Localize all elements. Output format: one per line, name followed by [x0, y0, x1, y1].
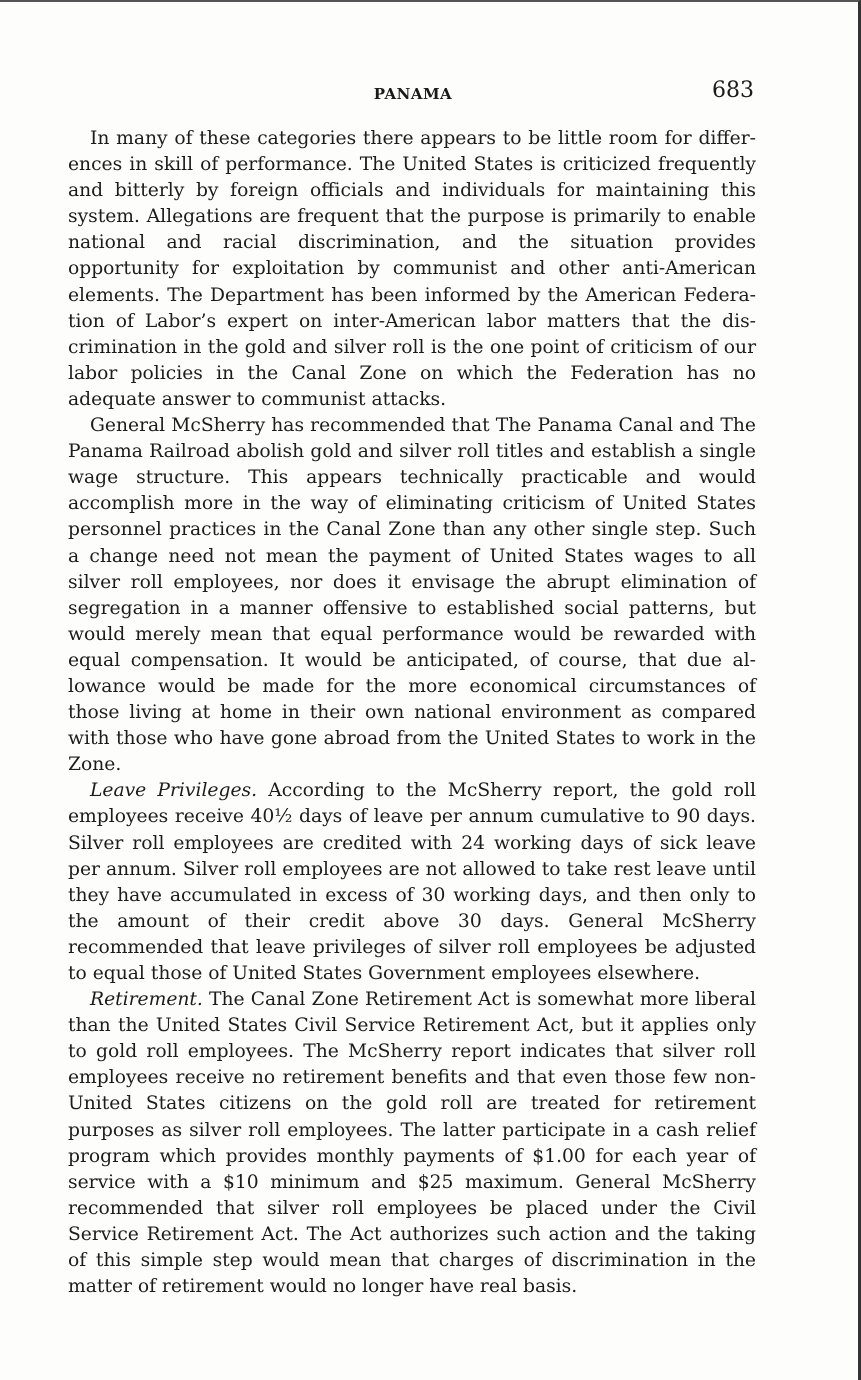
leave-privileges-heading: Leave Privileges. — [90, 780, 258, 802]
paragraph-1 — [68, 126, 756, 413]
retirement-heading: Retirement. — [90, 989, 203, 1011]
paragraph-2-text: General McSherry has recommended that The Panama Canal and The Panama Railroad abolish gold and silver roll titles and establish a single wage structure. This appears technically practicable and would accomplish more in the way of eliminating criticism of United States personnel practices in the Canal Zone than any other single step. Such a change need not mean the payment of United States wages to all silver roll employees, nor does it envisage the abrupt elimination of segregation in a manner offensive to established social patterns, but would merely mean that equal performance would be rewarded with equal compensation. It would be anticipated, of course, that due allowance would be made for the more economical circumstances of those living at home in their own national environment as compared with those who have gone abroad from the United States to work in the Zone. — [68, 415, 756, 776]
paragraph-2 — [68, 413, 756, 778]
paragraph-1-text: In many of these categories there appears to be little room for differences in skill of performance. The United States is criticized frequently and bitterly by foreign officials and individuals for maintaining this system. Allegations are frequent that the purpose is primarily to enable national and racial discrimination, and the situation provides opportunity for exploitation by communist and other anti-American elements. The Department has been informed by the American Federation of Labor’s expert on inter-American labor matters that the discrimination in the gold and silver roll is the one point of criticism of our labor policies in the Canal Zone on which the Federation has no adequate answer to communist attacks. — [68, 128, 756, 410]
body-text — [68, 126, 756, 1300]
paragraph-4-text: The Canal Zone Retirement Act is somewhat more liberal than the United States Civil Service Retirement Act, but it applies only to gold roll employees. The McSherry report indicates that silver roll employees receive no retirement benefits and that even those few non-United States citizens on the gold roll are treated for retirement purposes as silver roll employees. The latter participate in a cash relief program which provides monthly payments of $1.00 for each year of service with a $10 minimum and $25 maximum. General McSherry recommended that silver roll employees be placed under the Civil Service Retirement Act. The Act authorizes such action and the taking of this simple step would mean that charges of discrimination in the matter of retirement would no longer have real basis. — [68, 989, 756, 1298]
paragraph-3-text: According to the McSherry report, the gold roll employees receive 40½ days of leave per annum cumulative to 90 days. Silver roll employees are credited with 24 working days of sick leave per annum. Silver roll employees are not allowed to take rest leave until they have accumulated in excess of 30 working days, and then only to the amount of their credit above 30 days. General McSherry recommended that leave privileges of silver roll employees be adjusted to equal those of United States Government employees elsewhere. — [68, 780, 756, 984]
page-number: 683 — [712, 78, 754, 103]
paragraph-leave-privileges — [68, 778, 756, 987]
paragraph-retirement — [68, 987, 756, 1300]
section-title: PANAMA — [373, 85, 453, 103]
running-head — [68, 78, 758, 108]
